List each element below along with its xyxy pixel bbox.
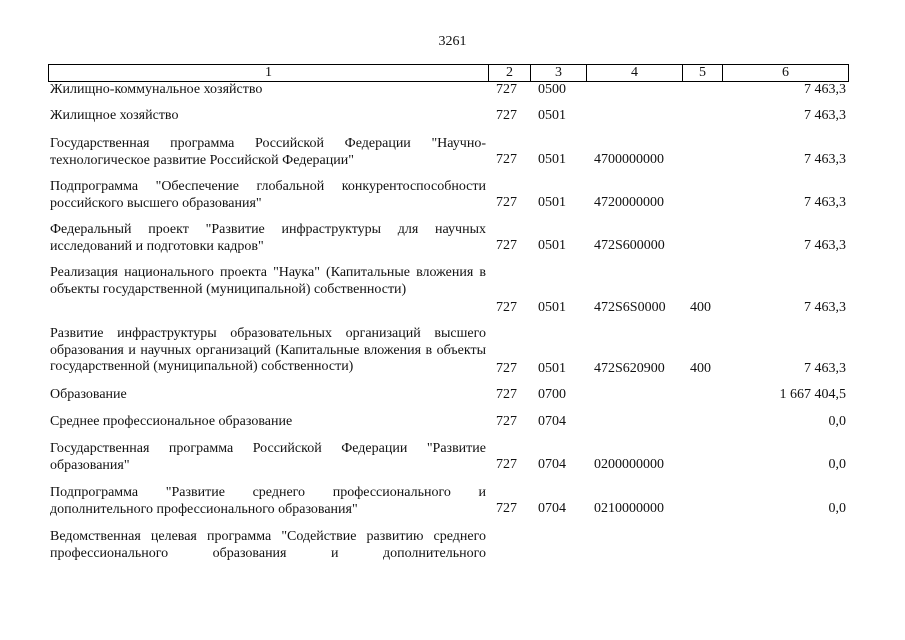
row-amount: 7 463,3 (804, 361, 846, 376)
header-col-2: 2 (489, 65, 531, 82)
row-amount: 7 463,3 (804, 300, 846, 315)
row-amount: 7 463,3 (804, 238, 846, 253)
row-amount: 7 463,3 (804, 152, 846, 167)
row-name: Развитие инфраструктуры образовательных организаций высшего образования и научных организаций (Капитальные вложения в объекты государственной (муниципальной) собственности) (50, 326, 486, 374)
row-name: Ведомственная целевая программа "Содействие развитию среднего профессионального образования и дополнительного (50, 529, 486, 561)
row-ministry-code: 727 (496, 238, 517, 253)
row-ministry-code: 727 (496, 414, 517, 429)
row-section-code: 0500 (538, 82, 566, 97)
row-ministry-code: 727 (496, 361, 517, 376)
header-col-4: 4 (587, 65, 683, 82)
row-name: Жилищное хозяйство (50, 108, 179, 123)
row-name: Подпрограмма "Обеспечение глобальной конкурентоспособности российского высшего образования" (50, 179, 486, 211)
row-section-code: 0501 (538, 238, 566, 253)
row-name: Государственная программа Российской Федерации "Научно-технологическое развитие Российской Федерации" (50, 136, 486, 168)
header-col-6: 6 (723, 65, 849, 82)
row-section-code: 0501 (538, 108, 566, 123)
row-amount: 0,0 (828, 414, 846, 429)
row-amount: 0,0 (828, 457, 846, 472)
row-target-code: 4720000000 (594, 195, 664, 210)
row-name: Реализация национального проекта "Наука" (Капитальные вложения в объекты государственной (муниципальной) собственности) (50, 265, 486, 297)
row-amount: 7 463,3 (804, 82, 846, 97)
row-target-code: 0210000000 (594, 501, 664, 516)
row-expense-type: 400 (690, 361, 711, 376)
row-target-code: 0200000000 (594, 457, 664, 472)
row-ministry-code: 727 (496, 501, 517, 516)
row-amount: 7 463,3 (804, 108, 846, 123)
row-section-code: 0704 (538, 501, 566, 516)
row-name: Государственная программа Российской Федерации "Развитие образования" (50, 441, 486, 473)
row-ministry-code: 727 (496, 387, 517, 402)
row-section-code: 0501 (538, 361, 566, 376)
row-section-code: 0501 (538, 195, 566, 210)
row-target-code: 472S600000 (594, 238, 665, 253)
row-name: Жилищно-коммунальное хозяйство (50, 82, 263, 97)
row-target-code: 4700000000 (594, 152, 664, 167)
row-section-code: 0501 (538, 152, 566, 167)
header-col-1: 1 (49, 65, 489, 82)
row-amount: 0,0 (828, 501, 846, 516)
row-amount: 1 667 404,5 (779, 387, 846, 402)
row-name: Среднее профессиональное образование (50, 414, 293, 429)
row-ministry-code: 727 (496, 300, 517, 315)
header-col-3: 3 (531, 65, 587, 82)
row-target-code: 472S6S0000 (594, 300, 666, 315)
page-number: 3261 (438, 34, 467, 49)
row-target-code: 472S620900 (594, 361, 665, 376)
row-ministry-code: 727 (496, 457, 517, 472)
row-ministry-code: 727 (496, 195, 517, 210)
row-ministry-code: 727 (496, 152, 517, 167)
column-header-table (48, 64, 849, 82)
row-section-code: 0700 (538, 387, 566, 402)
row-section-code: 0501 (538, 300, 566, 315)
row-expense-type: 400 (690, 300, 711, 315)
row-ministry-code: 727 (496, 82, 517, 97)
row-amount: 7 463,3 (804, 195, 846, 210)
row-name: Образование (50, 387, 127, 402)
header-col-5: 5 (683, 65, 723, 82)
row-name: Подпрограмма "Развитие среднего профессионального и дополнительного профессионального образования" (50, 485, 486, 517)
row-section-code: 0704 (538, 457, 566, 472)
row-name: Федеральный проект "Развитие инфраструктуры для научных исследований и подготовки кадров" (50, 222, 486, 254)
row-ministry-code: 727 (496, 108, 517, 123)
row-section-code: 0704 (538, 414, 566, 429)
